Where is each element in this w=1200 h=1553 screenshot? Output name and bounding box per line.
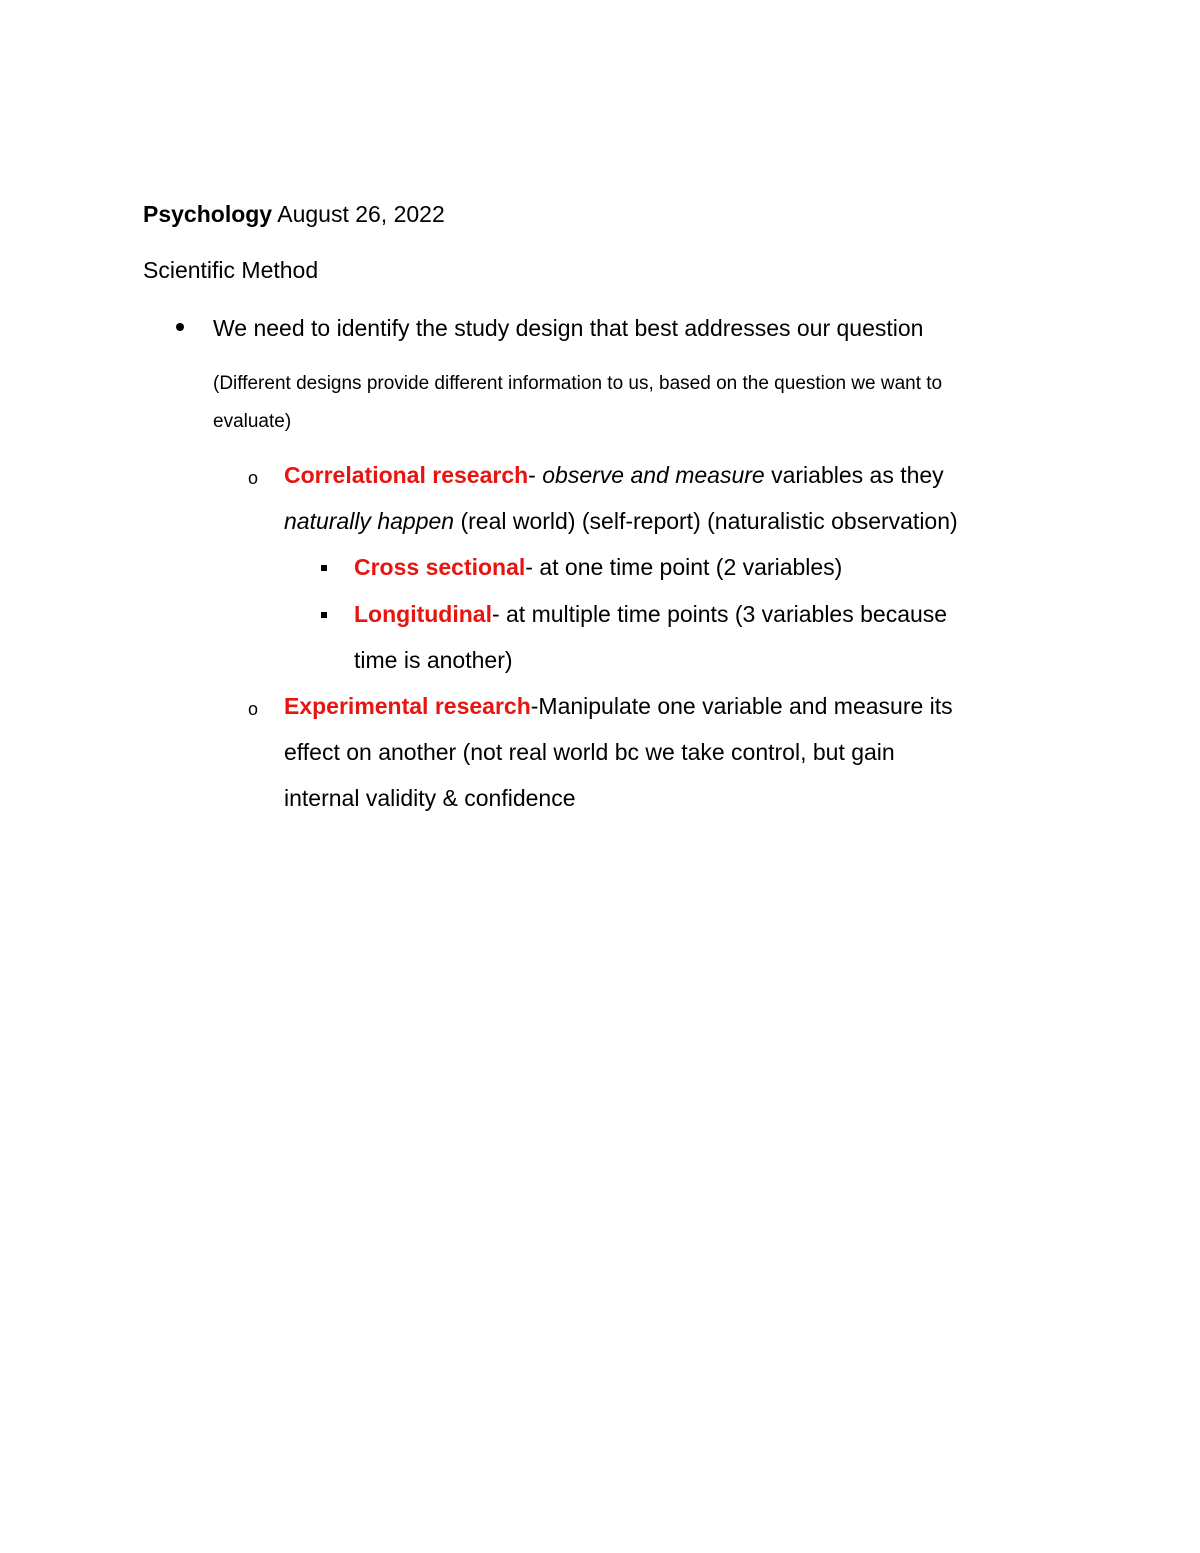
longitudinal-line xyxy=(354,603,947,626)
bullet-dot-icon xyxy=(176,323,184,331)
note-date: August 26, 2022 xyxy=(272,201,445,227)
longitudinal-line: time is another) xyxy=(354,647,513,673)
cross-sectional-line xyxy=(354,556,842,579)
correlational-italic: naturally happen xyxy=(284,508,455,534)
circle-bullet-icon: o xyxy=(248,468,259,488)
correlational-line xyxy=(284,510,958,533)
correlational-text: (real world) (self-report) (naturalistic observation) xyxy=(454,508,958,534)
correlational-line xyxy=(284,464,944,487)
experimental-term: Experimental research xyxy=(284,693,531,719)
longitudinal-term: Longitudinal xyxy=(354,601,492,627)
circle-bullet-icon: o xyxy=(248,699,259,719)
note-line: (Different designs provide different information to us, based on the question we want to xyxy=(213,373,943,394)
cross-sectional-text: - at one time point (2 variables) xyxy=(525,554,843,580)
subject-title: Psychology xyxy=(143,201,273,227)
experimental-text: -Manipulate one variable and measure its xyxy=(530,693,953,719)
correlational-italic: observe and measure xyxy=(542,462,765,488)
experimental-line: internal validity & confidence xyxy=(284,785,576,811)
header-line xyxy=(143,203,445,226)
square-bullet-icon xyxy=(321,612,327,618)
correlational-text: variables as they xyxy=(764,462,944,488)
experimental-line xyxy=(284,695,953,718)
cross-sectional-term: Cross sectional xyxy=(354,554,526,580)
longitudinal-text: - at multiple time points (3 variables because xyxy=(491,601,948,627)
note-line: evaluate) xyxy=(213,411,292,432)
correlational-term: Correlational research xyxy=(284,462,529,488)
square-bullet-icon xyxy=(321,565,327,571)
section-title: Scientific Method xyxy=(143,257,319,283)
bullet-text: We need to identify the study design that best addresses our question xyxy=(213,315,924,341)
correlational-dash: - xyxy=(528,462,543,488)
experimental-line: effect on another (not real world bc we take control, but gain xyxy=(284,739,895,765)
